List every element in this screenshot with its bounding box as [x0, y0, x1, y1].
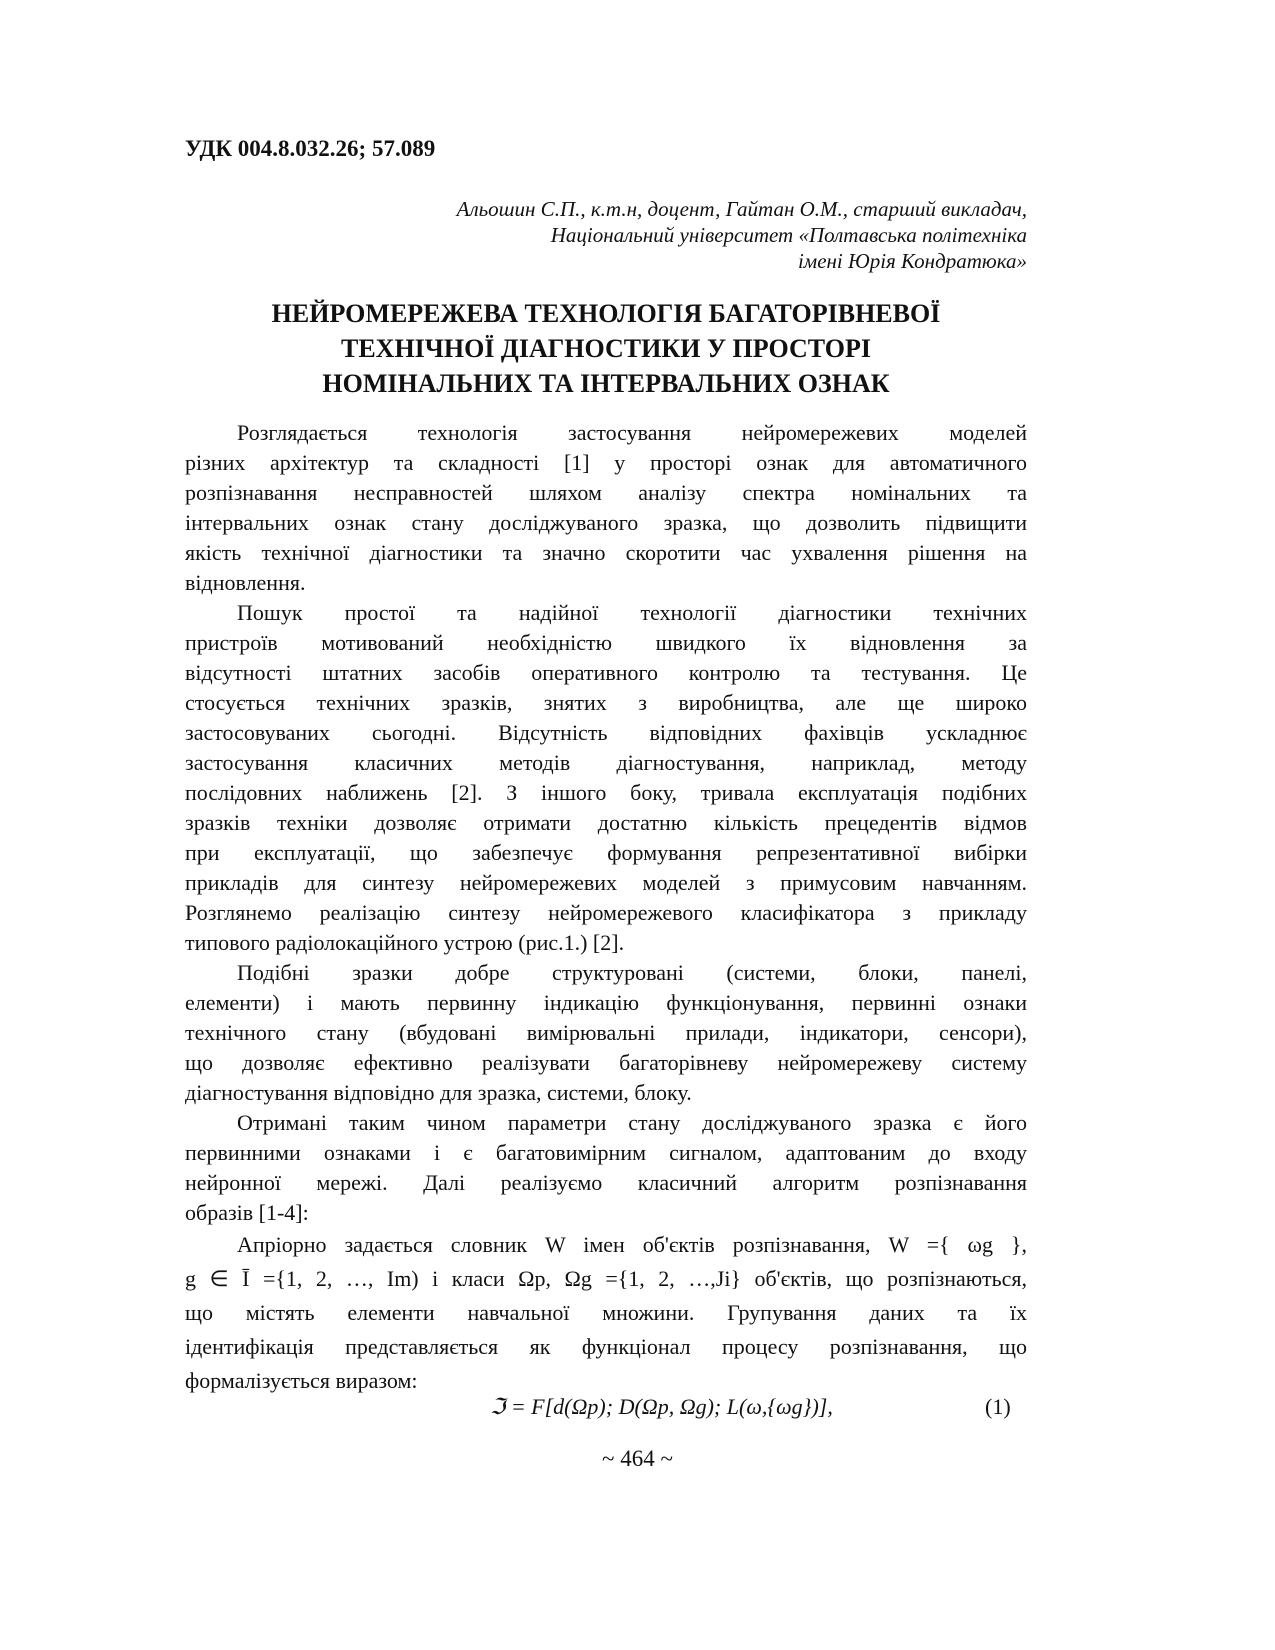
text-line: відсутності штатних засобів оперативного контролю та тестування. Це	[185, 660, 1027, 685]
text-line: прикладів для синтезу нейромережевих моделей з примусовим навчанням.	[185, 870, 1027, 895]
title-line: НОМІНАЛЬНИХ ТА ІНТЕРВАЛЬНИХ ОЗНАК	[322, 369, 890, 398]
text-line: елементи) і мають первинну індикацію функціонування, первинні ознаки	[185, 990, 1027, 1015]
title-line: НЕЙРОМЕРЕЖЕВА ТЕХНОЛОГІЯ БАГАТОРІВНЕВОЇ	[271, 299, 941, 328]
text-line: Подібні зразки добре структуровані (системи, блоки, панелі,	[237, 960, 1027, 985]
text-line: типового радіолокаційного устрою (рис.1.) [2].	[185, 930, 625, 955]
text-line: якість технічної діагностики та значно скоротити час ухвалення рішення на	[185, 540, 1027, 565]
author-line: Альошин С.П., к.т.н, доцент, Гайтан О.М., старший викладач,	[456, 197, 1027, 221]
text-line: застосування класичних методів діагностування, наприклад, методу	[185, 750, 1027, 775]
text-line: ідентифікація представляється як функціонал процесу розпізнавання, що	[185, 1334, 1027, 1359]
text-line: пристроїв мотивований необхідністю швидкого їх відновлення за	[185, 630, 1027, 655]
affiliation-line: Національний університет «Полтавська політехніка	[550, 223, 1027, 247]
text-line: технічного стану (вбудовані вимірювальні прилади, індикатори, сенсори),	[185, 1020, 1027, 1045]
text-line: первинними ознаками і є багатовимірним сигналом, адаптованим до входу	[185, 1140, 1027, 1165]
text-line: послідовних наближень [2]. З іншого боку, тривала експлуатація подібних	[185, 780, 1027, 805]
udk-code: УДК 004.8.032.26; 57.089	[185, 136, 436, 161]
text-line: образів [1-4]:	[185, 1200, 309, 1225]
paragraph-2	[185, 598, 1027, 958]
text-line: діагностування відповідно для зразка, системи, блоку.	[185, 1080, 692, 1105]
text-line: зразків техніки дозволяє отримати достатню кількість прецедентів відмов	[185, 810, 1027, 835]
text-line: Пошук простої та надійної технології діагностики технічних	[237, 600, 1027, 625]
text-line: нейронної мережі. Далі реалізуємо класичний алгоритм розпізнавання	[185, 1170, 1027, 1195]
text-line: g ∈ Ī ={1, 2, …, Im) і класи Ωp, Ωg ={1, 2, …,Ji} об'єктів, що розпізнаються,	[185, 1266, 1027, 1291]
title-line: ТЕХНІЧНОЇ ДІАГНОСТИКИ У ПРОСТОРІ	[340, 334, 872, 363]
text-line: відновлення.	[185, 570, 306, 595]
text-line: Отримані таким чином параметри стану досліджуваного зразка є його	[237, 1110, 1027, 1135]
text-line: що містять елементи навчальної множини. Групування даних та їх	[185, 1300, 1027, 1325]
paper-title	[185, 296, 1027, 401]
affiliation-line: імені Юрія Кондратюка»	[797, 249, 1027, 273]
text-line: Розглянемо реалізацію синтезу нейромережевого класифікатора з прикладу	[185, 900, 1027, 925]
text-line: Розглядається технологія застосування нейромережевих моделей	[237, 420, 1027, 445]
paragraph-1	[185, 418, 1027, 598]
text-line: різних архітектур та складності [1] у просторі ознак для автоматичного	[185, 450, 1027, 475]
text-line: при експлуатації, що забезпечує формування репрезентативної вибірки	[185, 840, 1027, 865]
page-number: ~ 464 ~	[602, 1446, 673, 1471]
text-line: формалізується виразом:	[185, 1368, 418, 1393]
paragraph-3	[185, 958, 1027, 1108]
authors-block	[457, 196, 1027, 274]
text-line: що дозволяє ефективно реалізувати багаторівневу нейромережеву систему	[185, 1050, 1027, 1075]
text-line: розпізнавання несправностей шляхом аналізу спектра номінальних та	[185, 480, 1027, 505]
paragraph-5	[185, 1228, 1027, 1398]
text-line: стосується технічних зразків, знятих з виробництва, але ще широко	[185, 690, 1027, 715]
text-line: застосовуваних сьогодні. Відсутність відповідних фахівців ускладнює	[185, 720, 1027, 745]
text-line: інтервальних ознак стану досліджуваного зразка, що дозволить підвищити	[185, 510, 1027, 535]
text-line: Апріорно задається словник W імен об'єктів розпізнавання, W ={ ωg },	[237, 1232, 1027, 1257]
equation-number: (1)	[985, 1394, 1011, 1419]
formula: ℑ = F[d(Ωp); D(Ωp, Ωg); L(ω,{ωg})],	[490, 1394, 833, 1419]
paragraph-4	[185, 1108, 1027, 1228]
